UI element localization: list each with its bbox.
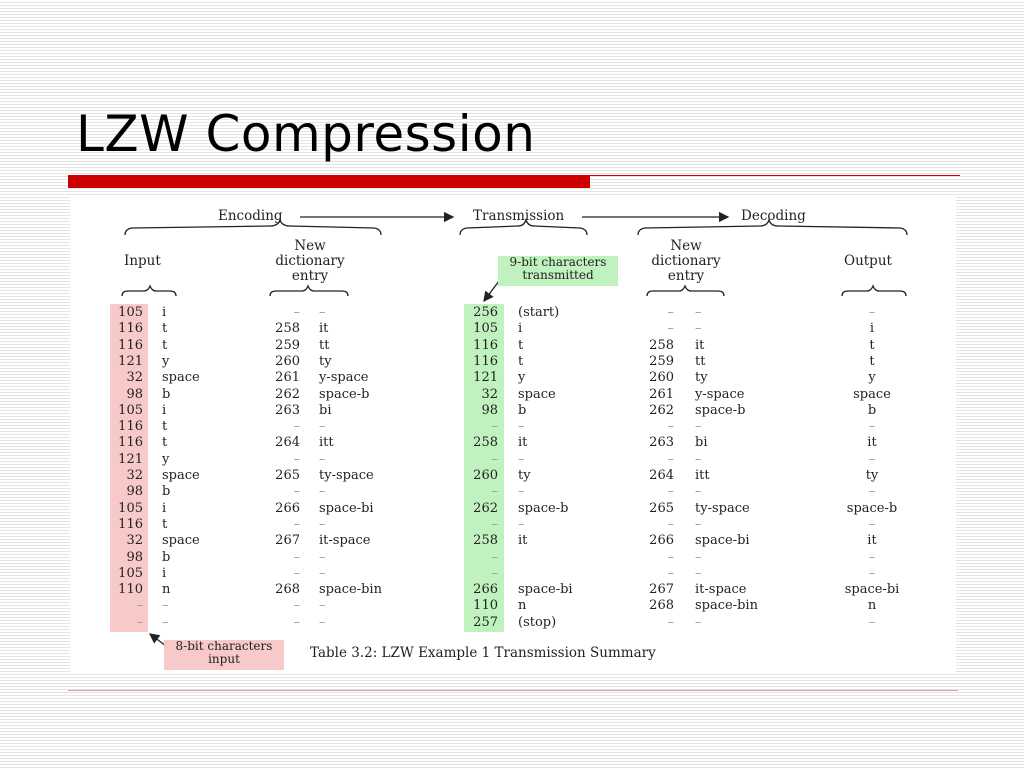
cell-input-char: b [162, 386, 171, 402]
cell-input-char: y [162, 353, 170, 369]
cell-input-code: 32 [126, 533, 143, 549]
cell-tx-text: (start) [518, 305, 560, 320]
cell-enc-entry: itt [319, 435, 334, 451]
cell-dec-code: – [667, 484, 674, 500]
cell-input-char: i [162, 565, 167, 581]
cell-dec-entry: – [695, 305, 702, 320]
cell-enc-entry: bi [319, 402, 332, 418]
cell-dec-code: – [667, 614, 674, 630]
cell-enc-entry: – [319, 516, 326, 532]
cell-input-char: – [162, 598, 169, 614]
cell-output: – [868, 484, 876, 500]
cell-enc-entry: – [319, 614, 326, 630]
cell-tx-code: 258 [473, 435, 498, 451]
cell-dec-entry: tt [695, 353, 706, 369]
cell-output: ty [865, 468, 879, 483]
cell-input-code: 116 [118, 419, 143, 435]
cell-tx-code: 105 [473, 321, 498, 337]
cell-enc-code: 264 [275, 435, 300, 451]
cell-dec-code: – [667, 419, 674, 435]
cell-input-char: i [162, 305, 167, 320]
cell-enc-code: 258 [275, 321, 300, 337]
cell-input-code: 116 [118, 435, 143, 451]
cell-enc-code: 266 [275, 500, 300, 516]
cell-dec-entry: – [695, 419, 702, 435]
header-input: Input [124, 253, 161, 269]
cell-enc-code: – [293, 516, 300, 532]
cell-tx-text: (stop) [518, 614, 557, 630]
cell-input-code: 98 [126, 484, 143, 500]
cell-input-code: 105 [118, 305, 143, 320]
cell-enc-code: – [293, 305, 300, 320]
cell-output: space-b [846, 500, 898, 516]
cell-input-code: 110 [118, 582, 143, 598]
table-caption: Table 3.2: LZW Example 1 Transmission Summary [310, 645, 656, 661]
cell-tx-text: y [518, 370, 526, 386]
cell-dec-code: 265 [649, 500, 674, 516]
cell-dec-code: 261 [649, 386, 674, 402]
cell-tx-text: i [518, 321, 523, 337]
cell-tx-text: ty [518, 468, 531, 483]
cell-enc-code: – [293, 484, 300, 500]
cell-enc-entry: ty-space [319, 468, 374, 483]
cell-input-char: t [162, 419, 168, 435]
cell-tx-code: 262 [473, 500, 498, 516]
cell-output: b [867, 402, 877, 418]
cell-input-char: y [162, 451, 170, 467]
cell-tx-code: – [491, 565, 498, 581]
cell-tx-code: – [491, 451, 498, 467]
title-accent-bar [68, 175, 590, 188]
cell-output: – [868, 419, 876, 435]
note-8bit-input: 8-bit characters input [164, 640, 284, 670]
cell-tx-text: – [518, 484, 525, 500]
cell-tx-text: b [518, 402, 527, 418]
cell-tx-code: – [491, 484, 498, 500]
cell-dec-code: – [667, 565, 674, 581]
cell-enc-code: 268 [275, 582, 300, 598]
cell-tx-code: 110 [473, 598, 498, 614]
cell-enc-entry: ty [319, 353, 332, 369]
cell-dec-code: 266 [649, 533, 674, 549]
cell-input-code: 98 [126, 386, 143, 402]
cell-tx-code: 116 [473, 353, 498, 369]
cell-dec-entry: ty-space [695, 500, 750, 516]
cell-enc-code: 265 [275, 468, 300, 483]
cell-enc-code: 259 [275, 337, 300, 353]
cell-input-code: 121 [118, 353, 143, 369]
cell-tx-text: – [518, 419, 525, 435]
cell-enc-entry: – [319, 451, 326, 467]
cell-tx-code: 258 [473, 533, 498, 549]
cell-tx-text: space-bi [518, 582, 573, 598]
header-transmission: Transmission [473, 208, 565, 224]
cell-output: t [869, 337, 875, 353]
cell-input-char: b [162, 484, 171, 500]
cell-output: – [868, 614, 876, 630]
cell-dec-entry: – [695, 549, 702, 565]
cell-input-char: t [162, 435, 168, 451]
cell-dec-code: 259 [649, 353, 674, 369]
cell-output: – [868, 516, 876, 532]
enc-dict-brace [270, 286, 348, 296]
cell-enc-code: 267 [275, 533, 300, 549]
title-accent-line [590, 175, 960, 176]
cell-tx-code: 260 [473, 468, 498, 483]
cell-tx-code: – [491, 516, 498, 532]
cell-dec-code: 262 [649, 402, 674, 418]
cell-dec-code: – [667, 321, 674, 337]
input-brace [122, 286, 176, 296]
cell-dec-code: 260 [649, 370, 674, 386]
cell-tx-text: it [518, 533, 528, 549]
cell-input-char: t [162, 516, 168, 532]
header-output: Output [844, 253, 892, 269]
cell-dec-code: – [667, 516, 674, 532]
cell-dec-entry: – [695, 516, 702, 532]
cell-tx-code: 256 [473, 305, 498, 320]
cell-dec-entry: – [695, 321, 702, 337]
cell-input-code: 105 [118, 565, 143, 581]
cell-output: – [868, 549, 876, 565]
cell-dec-entry: it-space [695, 582, 747, 598]
cell-dec-code: 258 [649, 337, 674, 353]
cell-enc-entry: space-bi [319, 500, 374, 516]
cell-enc-entry: – [319, 419, 326, 435]
cell-output: – [868, 565, 876, 581]
cell-tx-code: 121 [473, 370, 498, 386]
cell-tx-text: n [518, 598, 527, 614]
cell-input-char: space [162, 468, 200, 483]
cell-dec-code: 267 [649, 582, 674, 598]
cell-tx-text: t [518, 337, 524, 353]
cell-input-code: 32 [126, 370, 143, 386]
cell-input-code: 105 [118, 402, 143, 418]
bottom-divider [68, 690, 958, 691]
cell-input-char: space [162, 370, 200, 386]
cell-output: – [868, 451, 876, 467]
cell-output: it [867, 435, 877, 451]
cell-enc-entry: space-bin [319, 582, 382, 598]
cell-output: space-bi [844, 582, 900, 598]
cell-enc-code: – [293, 549, 300, 565]
cell-tx-text: space [518, 386, 556, 402]
cell-enc-code: 261 [275, 370, 300, 386]
cell-output: space [853, 386, 891, 402]
cell-input-char: n [162, 582, 171, 598]
cell-input-code: 116 [118, 516, 143, 532]
cell-enc-code: 263 [275, 402, 300, 418]
cell-enc-code: – [293, 614, 300, 630]
header-new-dict-enc: New dictionary entry [275, 238, 345, 284]
cell-dec-entry: – [695, 614, 702, 630]
cell-input-code: 105 [118, 500, 143, 516]
header-encoding: Encoding [218, 208, 283, 224]
cell-input-char: i [162, 402, 167, 418]
cell-output: – [868, 305, 876, 320]
output-brace [842, 286, 906, 296]
cell-tx-code: 257 [473, 614, 498, 630]
header-new-dict-dec: New dictionary entry [651, 238, 721, 284]
header-decoding: Decoding [741, 208, 806, 224]
cell-dec-code: – [667, 451, 674, 467]
cell-input-code: – [136, 614, 143, 630]
cell-dec-entry: – [695, 451, 702, 467]
cell-enc-entry: – [319, 549, 326, 565]
cell-output: it [867, 533, 877, 549]
cell-input-char: t [162, 321, 168, 337]
cell-output: n [867, 598, 877, 614]
cell-dec-entry: space-bin [695, 598, 758, 614]
cell-dec-entry: space-b [695, 402, 746, 418]
cell-enc-code: – [293, 451, 300, 467]
cell-input-code: 98 [126, 549, 143, 565]
cell-input-char: b [162, 549, 171, 565]
cell-dec-code: 264 [649, 468, 674, 483]
cell-dec-entry: – [695, 565, 702, 581]
cell-enc-entry: – [319, 565, 326, 581]
cell-input-char: – [162, 614, 169, 630]
cell-enc-code: 260 [275, 353, 300, 369]
cell-enc-code: – [293, 565, 300, 581]
cell-tx-text: space-b [518, 500, 569, 516]
cell-enc-code: – [293, 598, 300, 614]
cell-dec-entry: space-bi [695, 533, 750, 549]
cell-dec-entry: bi [695, 435, 708, 451]
cell-input-code: 116 [118, 321, 143, 337]
note-9bit-transmitted: 9-bit characters transmitted [498, 256, 618, 286]
cell-input-code: 116 [118, 337, 143, 353]
cell-tx-code: 116 [473, 337, 498, 353]
cell-enc-entry: tt [319, 337, 330, 353]
cell-enc-entry: – [319, 598, 326, 614]
cell-output: t [869, 353, 875, 369]
cell-input-char: t [162, 337, 168, 353]
cell-tx-code: – [491, 549, 498, 565]
cell-enc-code: 262 [275, 386, 300, 402]
cell-dec-code: 263 [649, 435, 674, 451]
cell-output: y [868, 370, 876, 386]
cell-input-char: i [162, 500, 167, 516]
cell-dec-code: – [667, 305, 674, 320]
cell-enc-entry: it-space [319, 533, 371, 549]
dec-dict-brace [647, 286, 724, 296]
cell-tx-text: t [518, 353, 524, 369]
cell-dec-entry: – [695, 484, 702, 500]
cell-tx-text: – [518, 516, 525, 532]
cell-input-code: 32 [126, 468, 143, 483]
cell-enc-entry: – [319, 484, 326, 500]
cell-enc-entry: it [319, 321, 329, 337]
cell-input-code: – [136, 598, 143, 614]
cell-dec-code: – [667, 549, 674, 565]
cell-dec-entry: ty [695, 370, 708, 386]
lzw-table-figure [70, 197, 956, 674]
cell-tx-text: it [518, 435, 528, 451]
cell-output: i [869, 321, 875, 337]
cell-enc-entry: y-space [319, 370, 369, 386]
cell-tx-text: – [518, 451, 525, 467]
cell-dec-entry: itt [695, 468, 710, 483]
cell-dec-entry: it [695, 337, 705, 353]
cell-input-code: 121 [118, 451, 143, 467]
slide-title: LZW Compression [76, 105, 536, 163]
cell-dec-entry: y-space [695, 386, 745, 402]
cell-tx-code: 32 [481, 386, 498, 402]
cell-enc-code: – [293, 419, 300, 435]
cell-tx-code: 266 [473, 582, 498, 598]
cell-enc-entry: space-b [319, 386, 370, 402]
cell-tx-code: – [491, 419, 498, 435]
cell-input-char: space [162, 533, 200, 549]
cell-enc-entry: – [319, 305, 326, 320]
cell-dec-code: 268 [649, 598, 674, 614]
cell-tx-code: 98 [481, 402, 498, 418]
